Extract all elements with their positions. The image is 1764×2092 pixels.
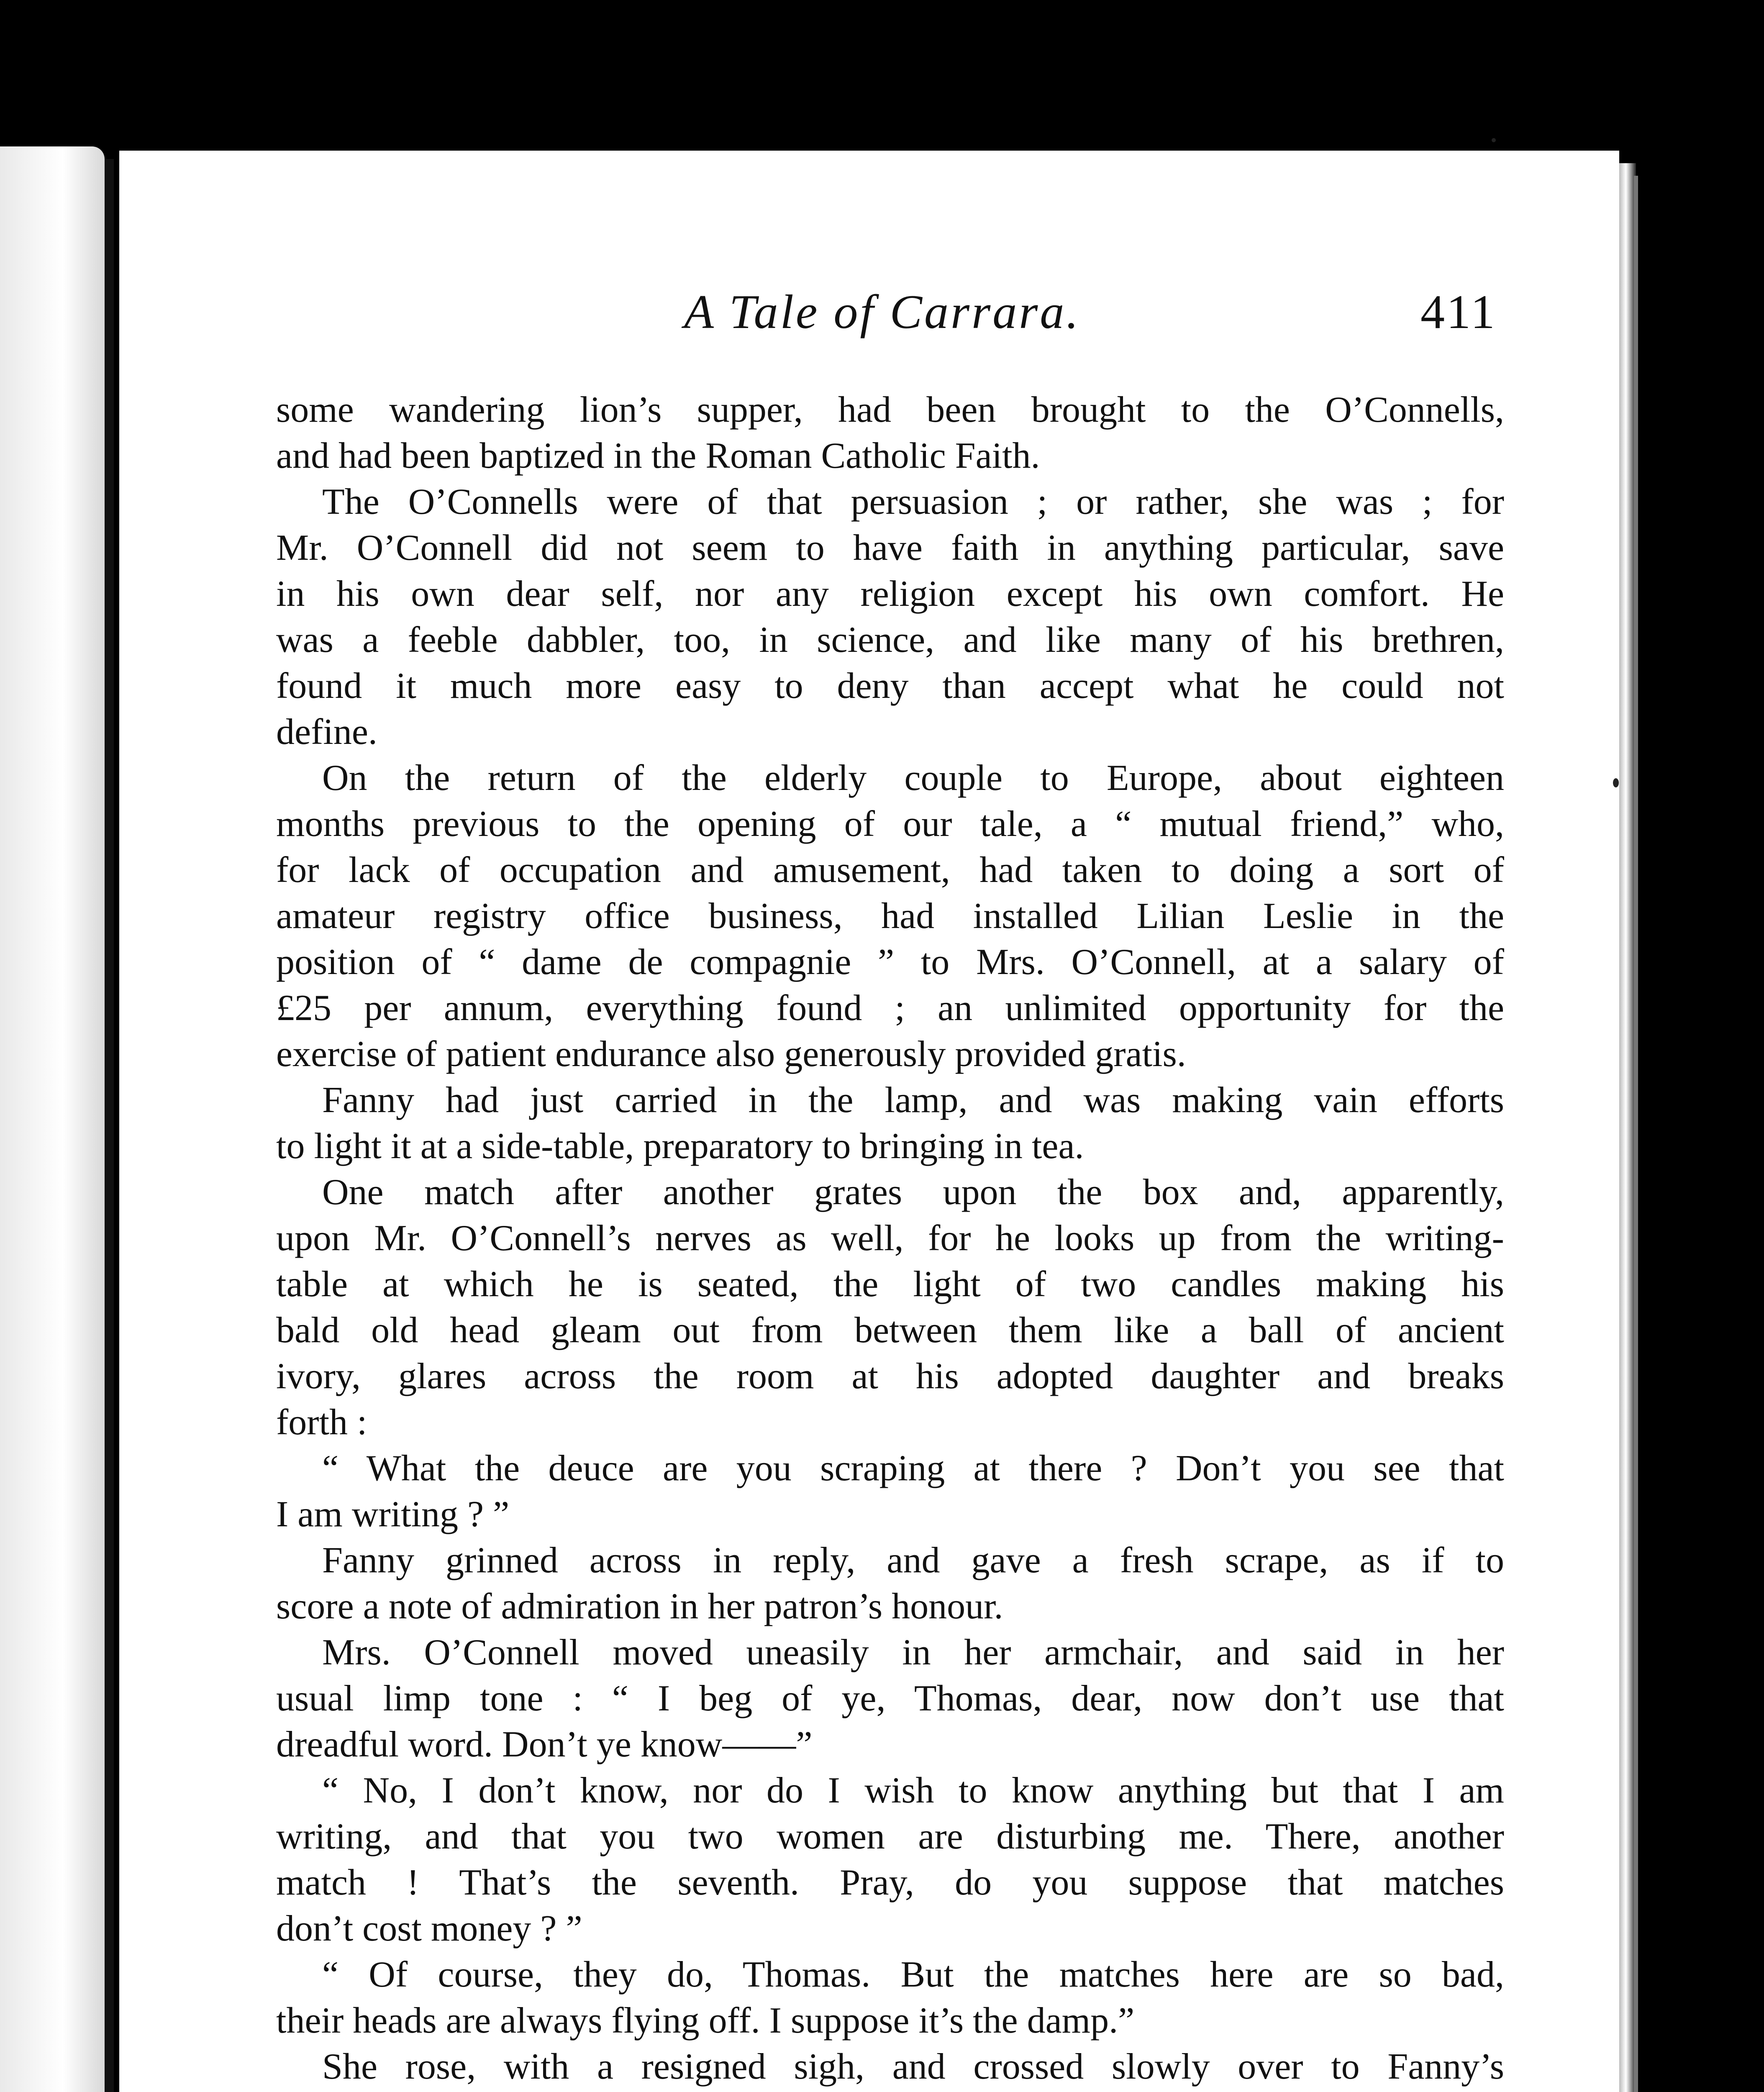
text-line: match ! That’s the seventh. Pray, do you suppose that matches xyxy=(276,1862,1504,1903)
text-line: She rose, with a resigned sigh, and crossed slowly over to Fanny’s xyxy=(322,2046,1504,2087)
text-line: some wandering lion’s supper, had been brought to the O’Connells, xyxy=(276,390,1504,430)
running-head: A Tale of Carrara. xyxy=(684,285,1081,339)
text-line: £25 per annum, everything found ; an unlimited opportunity for the xyxy=(276,988,1504,1028)
page-number: 411 xyxy=(1420,285,1497,339)
text-line: define. xyxy=(276,712,377,752)
page-stack-line xyxy=(1634,176,1638,2092)
body-text xyxy=(276,387,1504,2092)
text-line: forth : xyxy=(276,1402,367,1443)
text-line: for lack of occupation and amusement, had taken to doing a sort of xyxy=(276,850,1504,890)
text-line: dreadful word. Don’t ye know——” xyxy=(276,1724,813,1765)
text-line: “ What the deuce are you scraping at there ? Don’t you see that xyxy=(322,1448,1504,1489)
text-line: score a note of admiration in her patron’s honour. xyxy=(276,1586,1003,1627)
text-line: Mrs. O’Connell moved uneasily in her armchair, and said in her xyxy=(322,1632,1504,1673)
text-line: don’t cost money ? ” xyxy=(276,1908,582,1949)
text-line: “ No, I don’t know, nor do I wish to know anything but that I am xyxy=(322,1770,1504,1811)
text-line: On the return of the elderly couple to Europe, about eighteen xyxy=(322,758,1504,798)
scan-speck xyxy=(1613,778,1619,787)
text-line: usual limp tone : “ I beg of ye, Thomas, dear, now don’t use that xyxy=(276,1678,1504,1719)
book-gutter xyxy=(105,159,114,2092)
previous-page-edge xyxy=(0,146,105,2092)
text-line: Mr. O’Connell did not seem to have faith in anything particular, save xyxy=(276,528,1504,568)
text-line: One match after another grates upon the box and, apparently, xyxy=(322,1172,1504,1213)
text-line: The O’Connells were of that persuasion ; or rather, she was ; for xyxy=(322,482,1504,522)
text-line: bald old head gleam out from between them like a ball of ancient xyxy=(276,1310,1504,1351)
text-line: Fanny grinned across in reply, and gave a fresh scrape, as if to xyxy=(322,1540,1504,1581)
text-line: upon Mr. O’Connell’s nerves as well, for he looks up from the writing- xyxy=(276,1218,1504,1259)
page-stack-edge xyxy=(1619,163,1636,2092)
text-line: was a feeble dabbler, too, in science, and like many of his brethren, xyxy=(276,620,1504,660)
text-line: I am writing ? ” xyxy=(276,1494,510,1535)
text-line: position of “ dame de compagnie ” to Mrs. O’Connell, at a salary of xyxy=(276,942,1504,982)
text-line: exercise of patient endurance also generously provided gratis. xyxy=(276,1034,1186,1074)
text-line: and had been baptized in the Roman Catholic Faith. xyxy=(276,436,1040,476)
text-line: ivory, glares across the room at his adopted daughter and breaks xyxy=(276,1356,1504,1397)
text-line: table at which he is seated, the light of two candles making his xyxy=(276,1264,1504,1305)
text-line: Fanny had just carried in the lamp, and was making vain efforts xyxy=(322,1080,1504,1120)
text-line: their heads are always flying off. I suppose it’s the damp.” xyxy=(276,2000,1135,2041)
text-line xyxy=(276,2090,1504,2092)
text-line: found it much more easy to deny than accept what he could not xyxy=(276,666,1504,706)
text-line: amateur registry office business, had installed Lilian Leslie in the xyxy=(276,896,1504,936)
text-line: “ Of course, they do, Thomas. But the matches here are so bad, xyxy=(322,1954,1504,1995)
text-line: in his own dear self, nor any religion except his own comfort. He xyxy=(276,574,1504,614)
text-line: writing, and that you two women are disturbing me. There, another xyxy=(276,1816,1504,1857)
scan-speck xyxy=(1492,138,1496,142)
text-line: months previous to the opening of our tale, a “ mutual friend,” who, xyxy=(276,804,1504,844)
text-line: to light it at a side-table, preparatory to bringing in tea. xyxy=(276,1126,1084,1166)
